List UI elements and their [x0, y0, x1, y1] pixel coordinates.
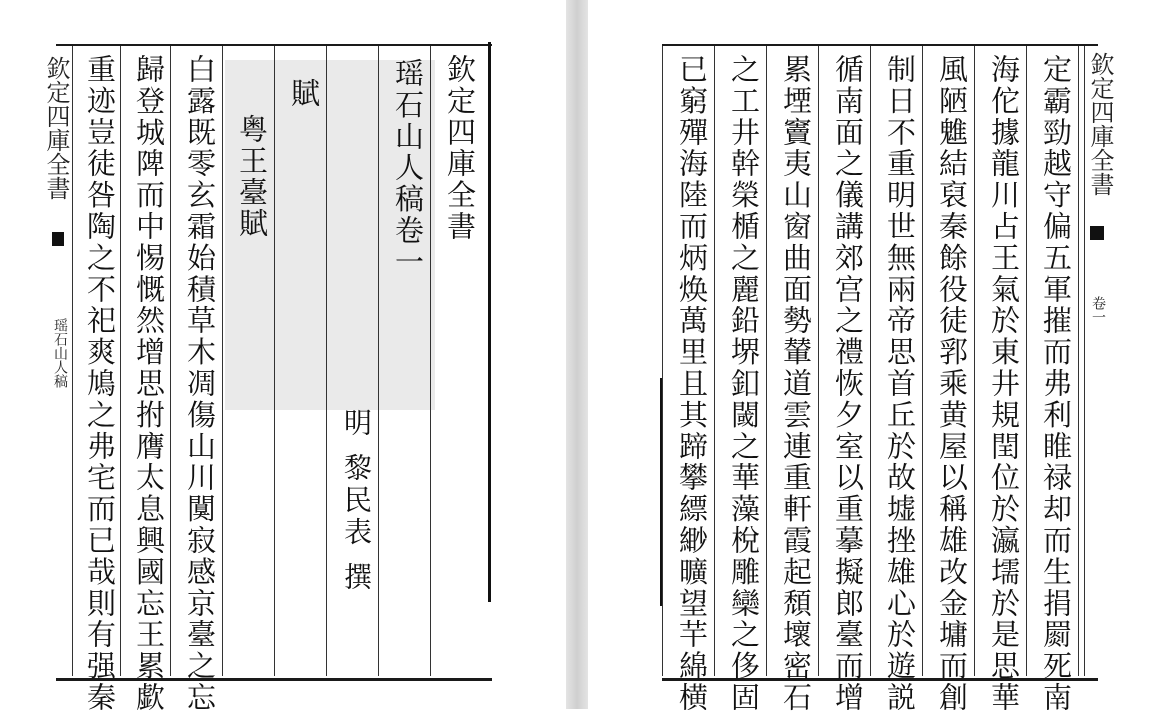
text-column: 累堙竇夷山窗曲面勢輦道雲連重軒霞起頹壞密石	[779, 54, 813, 713]
page-header: 欽定四庫全書	[443, 54, 477, 243]
margin-fishtail-mark	[1090, 226, 1104, 240]
margin-fishtail-mark	[52, 232, 64, 246]
left-margin-footer: 瑶石山人稿	[52, 318, 68, 388]
column-rule	[326, 46, 327, 676]
volume-title: 瑶石山人稿卷一	[391, 58, 425, 278]
text-column: 歸登城陴而中惕慨然增思拊膺太息興國忘王累歔	[132, 54, 166, 713]
left-border	[72, 46, 73, 676]
text-column: 制日不重明世無兩帝思首丘於故墟挫雄心於遊説	[883, 54, 917, 713]
section-heading: 賦	[287, 78, 321, 110]
text-column: 白露既零玄霜始積草木凋傷山川闃寂感京臺之忘	[183, 54, 217, 713]
text-column: 風陋魋結裒秦餘役徒郛乘黄屋以稱雄改金墉而創	[935, 54, 969, 713]
text-column: 重迹豈徒咎陶之不祀爽鳩之弗宅而已哉則有强秦	[83, 54, 117, 713]
text-column: 定霸勁越守偏五軍摧而弗利睢禄却而生捐罽死南	[1039, 54, 1073, 713]
text-column: 已窮殫海陸而炳焕萬里且其蹄攀縹緲曠望芉綿横	[675, 54, 709, 713]
right-border	[488, 42, 491, 602]
right-margin-title: 欽定四庫全書	[1086, 52, 1114, 196]
left-margin-title: 欽定四庫全書	[42, 56, 70, 200]
text-column: 之工井幹榮楯之麗鉛堺釦閾之華藻梲雕欒之侈固	[727, 54, 761, 713]
left-page	[0, 0, 566, 713]
piece-title: 粤王臺賦	[235, 114, 269, 240]
right-margin-volume: 卷一	[1090, 296, 1106, 324]
margin-rule	[1084, 46, 1085, 676]
left-border	[662, 46, 663, 676]
top-border	[662, 44, 1098, 46]
text-column: 海佗據龍川占王氣於東井規閏位於瀛壖於是思華	[987, 54, 1021, 713]
right-page	[588, 0, 1156, 713]
author-line: 明 黎民表 撰	[340, 408, 373, 594]
text-column: 循南面之儀講郊宫之禮恢夕室以重摹擬郎臺而增	[831, 54, 865, 713]
book-gutter	[566, 0, 588, 709]
